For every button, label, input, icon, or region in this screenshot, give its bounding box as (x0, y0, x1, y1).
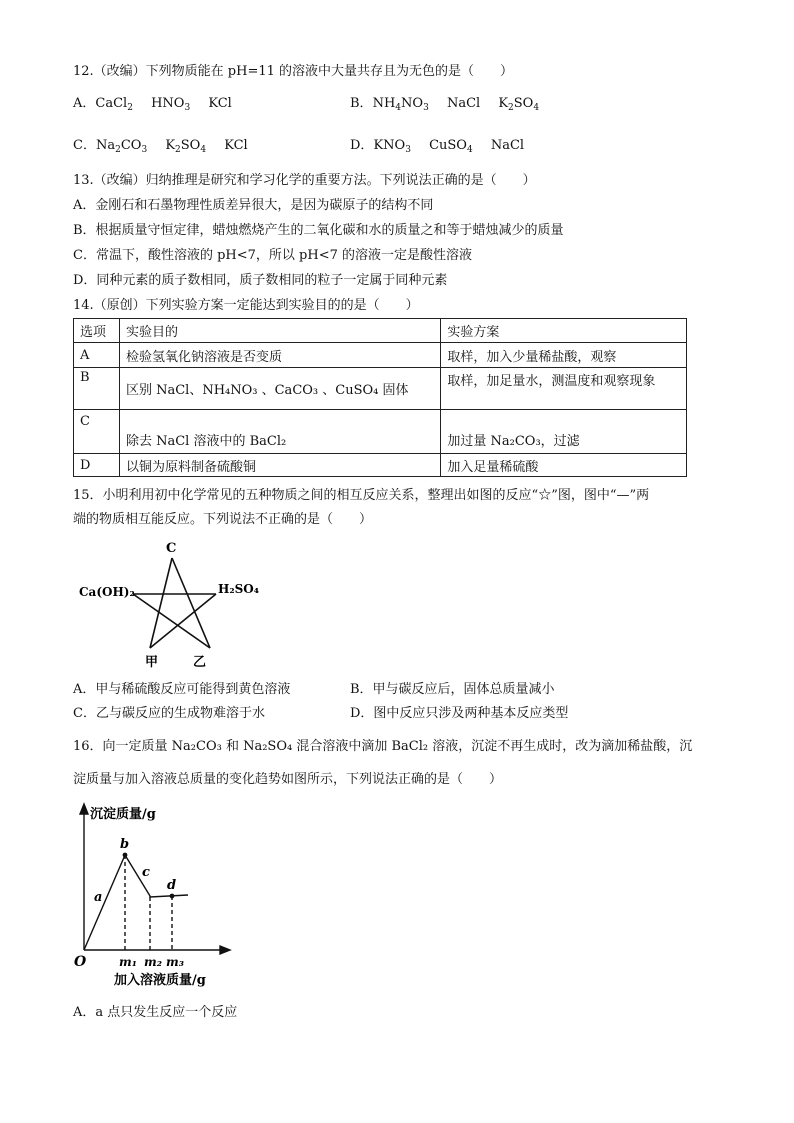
point-d-marker (170, 894, 175, 899)
x-tick-m2: m₂ (144, 955, 162, 969)
q13-option-c: C．常温下，酸性溶液的 pH<7，所以 pH<7 的溶液一定是酸性溶液 (73, 248, 472, 263)
table-row (74, 410, 687, 454)
q13-option-a: A．金刚石和石墨物理性质差异很大，是因为碳原子的结构不同 (73, 198, 434, 213)
point-label-b: b (120, 837, 130, 852)
q16-stem-line2: 淀质量与加入溶液总质量的变化趋势如图所示，下列说法正确的是（ ） (73, 772, 503, 787)
table-row (74, 454, 687, 477)
table-header: 实验目的 (119, 319, 440, 343)
table-cell: A (74, 343, 120, 368)
q16-stem-line1: 16．向一定质量 Na₂CO₃ 和 Na₂SO₄ 混合溶液中滴加 BaCl₂ 溶液，沉淀不再生成时，改为滴加稀盐酸，沉 (73, 739, 693, 754)
x-tick-m1: m₁ (119, 955, 137, 969)
x-axis-arrow (220, 946, 230, 954)
point-b-marker (123, 853, 128, 858)
star-label-bottom-right: 乙 (193, 655, 207, 670)
star-reaction-diagram (76, 536, 266, 672)
table-row (74, 343, 687, 368)
q13-option-b: B．根据质量守恒定律，蜡烛燃烧产生的二氧化碳和水的质量之和等于蜡烛减少的质量 (73, 223, 564, 238)
table-header-row (74, 319, 687, 343)
point-label-d: d (167, 878, 177, 893)
star-label-right: H₂SO₄ (218, 582, 259, 596)
table-cell: D (74, 454, 120, 477)
x-axis-label: 加入溶液质量/g (114, 973, 206, 988)
table-cell: 加过量 Na₂CO₃，过滤 (441, 410, 687, 454)
q15-stem-line2: 端的物质相互能反应。下列说法不正确的是（ ） (73, 512, 373, 527)
q15-option-a: A．甲与稀硫酸反应可能得到黄色溶液 (73, 682, 291, 697)
table-cell: 取样，加足量水，测温度和观察现象 (441, 368, 687, 410)
q15-option-d: D．图中反应只涉及两种基本反应类型 (350, 706, 569, 721)
table-cell: 除去 NaCl 溶液中的 BaCl₂ (119, 410, 440, 454)
q12-option-c: C．$Na_2CO_3$ $K_2SO_4$ KCl (73, 138, 248, 155)
table-cell: B (74, 368, 120, 410)
table-row (74, 368, 687, 410)
q13-stem: 13.（改编）归纳推理是研究和学习化学的重要方法。下列说法正确的是（ ） (73, 173, 536, 188)
table-cell: 以铜为原料制备硫酸铜 (119, 454, 440, 477)
table-cell: 加入足量稀硫酸 (441, 454, 687, 477)
q15-option-b: B．甲与碳反应后，固体总质量减小 (350, 682, 555, 697)
q12-option-a: A．CaCl$_2$ $HNO_3$ KCl (73, 96, 232, 113)
q12-option-b: B．$NH_4NO_3$ NaCl $K_2SO_4$ (350, 96, 540, 113)
point-label-a: a (94, 890, 103, 905)
star-edge (150, 558, 172, 648)
x-tick-m3: m₃ (166, 955, 184, 969)
q12-stem: 12.（改编）下列物质能在 pH=11 的溶液中大量共存且为无色的是（ ） (73, 64, 514, 79)
star-label-bottom-left: 甲 (145, 655, 159, 670)
q14-stem: 14.（原创）下列实验方案一定能达到实验目的的是（ ） (73, 298, 419, 313)
origin-label: O (74, 954, 87, 970)
q14-table (73, 318, 687, 477)
table-cell: 区别 NaCl、NH₄NO₃ 、CaCO₃ 、CuSO₄ 固体 (119, 368, 440, 410)
table-cell: 检验氢氧化钠溶液是否变质 (119, 343, 440, 368)
q12-option-d: D．$KNO_3$ CuSO$_4$ NaCl (350, 138, 525, 155)
q13-option-d: D．同种元素的质子数相同，质子数相同的粒子一定属于同种元素 (73, 273, 448, 288)
table-header: 实验方案 (441, 319, 687, 343)
q15-stem-line1: 15．小明利用初中化学常见的五种物质之间的相互反应关系，整理出如图的反应“☆”图，图中“—”两 (73, 488, 650, 503)
y-axis-arrow (80, 804, 88, 814)
point-label-c: c (142, 865, 150, 880)
q15-option-c: C．乙与碳反应的生成物难溶于水 (73, 706, 265, 721)
q16-option-a: A．a 点只发生反应一个反应 (73, 1005, 238, 1020)
table-cell: C (74, 410, 120, 454)
star-label-top: C (166, 541, 177, 556)
star-label-left: Ca(OH)₂ (79, 585, 135, 599)
table-cell: 取样，加入少量稀盐酸，观察 (441, 343, 687, 368)
y-axis-label: 沉淀质量/g (90, 807, 156, 822)
table-header: 选项 (74, 319, 120, 343)
precipitate-graph (68, 800, 238, 992)
